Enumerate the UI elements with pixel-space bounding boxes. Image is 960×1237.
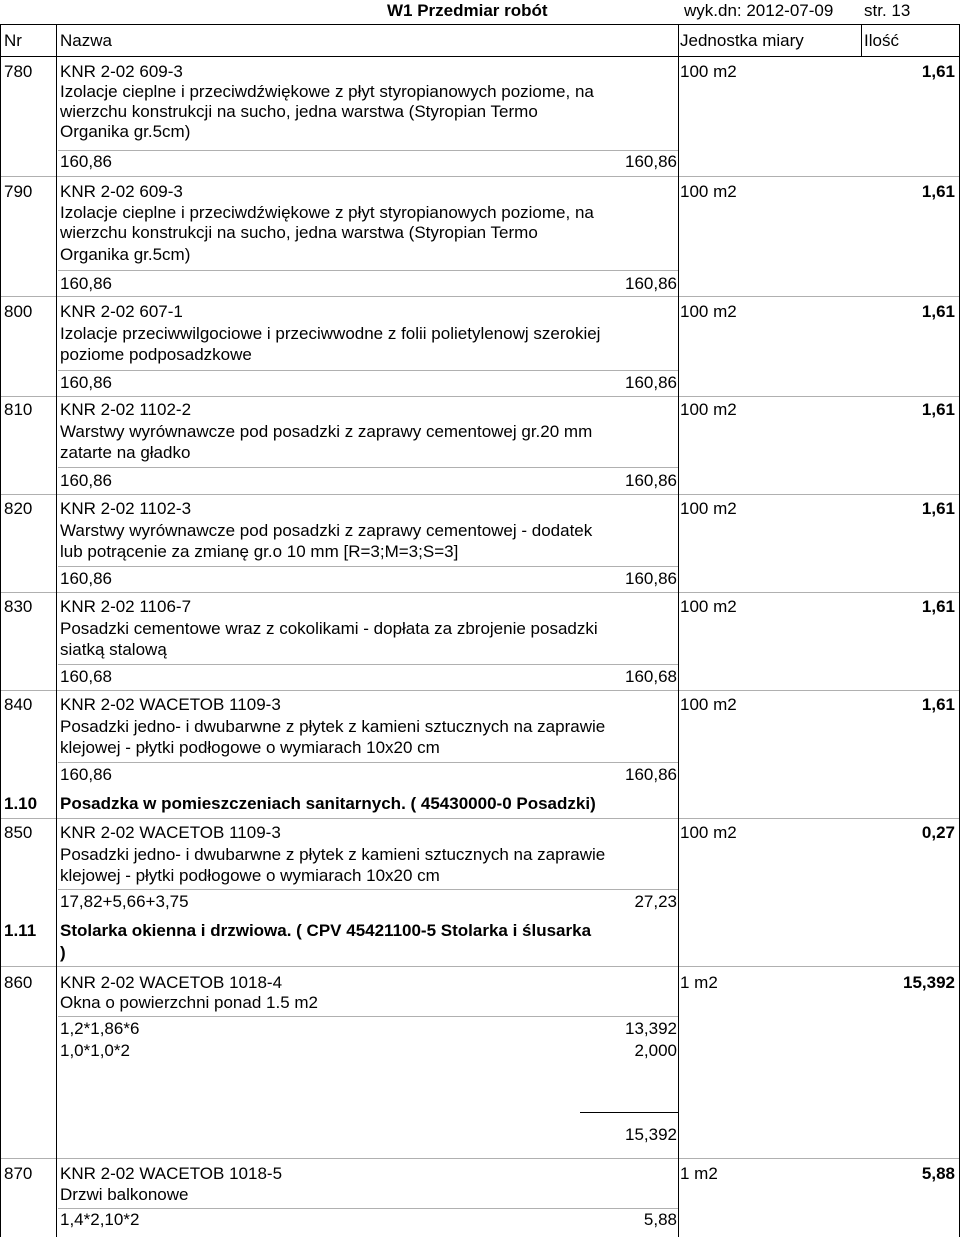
section-title: Stolarka okienna i drzwiowa. ( CPV 45421100-5 Stolarka i ślusarka bbox=[60, 921, 592, 940]
row-separator bbox=[0, 176, 960, 177]
row-unit: 100 m2 bbox=[680, 499, 737, 518]
row-unit: 100 m2 bbox=[680, 597, 737, 616]
row-unit: 100 m2 bbox=[680, 695, 737, 714]
row-desc-line: Warstwy wyrównawcze pod posadzki z zaprawy cementowej - dodatek bbox=[60, 521, 593, 540]
row-separator bbox=[0, 396, 960, 397]
calc-value: 160,86 bbox=[625, 569, 677, 588]
calc-value: 13,392 bbox=[625, 1019, 677, 1038]
row-separator bbox=[0, 1158, 960, 1159]
row-unit: 100 m2 bbox=[680, 302, 737, 321]
row-separator bbox=[0, 690, 960, 691]
row-qty: 1,61 bbox=[921, 182, 955, 201]
row-nr: 860 bbox=[4, 973, 33, 992]
row-unit: 100 m2 bbox=[680, 182, 737, 201]
column-rule-unit bbox=[678, 24, 679, 1237]
row-desc-line: Drzwi balkonowe bbox=[60, 1185, 189, 1204]
section-title-continuation: ) bbox=[60, 943, 66, 962]
column-rule-name bbox=[56, 24, 57, 1237]
header-rule-top bbox=[0, 24, 960, 25]
row-separator bbox=[0, 296, 960, 297]
calc-expression: 160,86 bbox=[60, 274, 112, 293]
row-desc-line: klejowej - płytki podłogowe o wymiarach 10x20 cm bbox=[60, 866, 440, 885]
row-nr: 840 bbox=[4, 695, 33, 714]
column-header-nr: Nr bbox=[4, 31, 22, 50]
calc-value: 27,23 bbox=[634, 892, 677, 911]
calc-rule bbox=[58, 566, 678, 567]
calc-expression: 160,86 bbox=[60, 569, 112, 588]
row-unit: 100 m2 bbox=[680, 400, 737, 419]
calc-sum: 15,392 bbox=[625, 1125, 677, 1144]
column-rule-left bbox=[0, 24, 1, 1237]
calc-value: 5,88 bbox=[643, 1210, 677, 1229]
sum-rule bbox=[580, 1112, 678, 1113]
row-desc-line: klejowej - płytki podłogowe o wymiarach 10x20 cm bbox=[60, 738, 440, 757]
row-code: KNR 2-02 1106-7 bbox=[60, 597, 192, 616]
calc-expression: 160,86 bbox=[60, 765, 112, 784]
calc-expression: 160,86 bbox=[60, 152, 112, 171]
column-header-name: Nazwa bbox=[60, 31, 112, 50]
row-desc-line: Warstwy wyrównawcze pod posadzki z zaprawy cementowej gr.20 mm bbox=[60, 422, 593, 441]
row-nr: 790 bbox=[4, 182, 33, 201]
calc-rule bbox=[58, 370, 678, 371]
row-desc-line: Posadzki jedno- i dwubarwne z płytek z kamieni sztucznych na zaprawie bbox=[60, 717, 606, 736]
row-unit: 1 m2 bbox=[680, 973, 718, 992]
row-code: KNR 2-02 609-3 bbox=[60, 182, 183, 201]
calc-expression: 160,86 bbox=[60, 373, 112, 392]
row-code: KNR 2-02 1102-2 bbox=[60, 400, 192, 419]
document-title: W1 Przedmiar robót bbox=[387, 1, 548, 20]
calc-expression: 1,2*1,86*6 bbox=[60, 1019, 140, 1038]
calc-value: 2,000 bbox=[634, 1041, 677, 1060]
row-qty: 1,61 bbox=[921, 400, 955, 419]
row-nr: 850 bbox=[4, 823, 33, 842]
row-desc-line: wierzchu konstrukcji na sucho, jedna warstwa (Styropian Termo bbox=[60, 102, 538, 121]
row-nr: 780 bbox=[4, 62, 33, 81]
row-separator bbox=[0, 966, 960, 967]
row-desc-line: Izolacje przeciwwilgociowe i przeciwwodne z folii polietylenowj szerokiej bbox=[60, 324, 601, 343]
calc-value: 160,86 bbox=[625, 152, 677, 171]
calc-value: 160,86 bbox=[625, 765, 677, 784]
row-code: KNR 2-02 WACETOB 1109-3 bbox=[60, 823, 281, 842]
row-code: KNR 2-02 1102-3 bbox=[60, 499, 192, 518]
calc-expression: 17,82+5,66+3,75 bbox=[60, 892, 189, 911]
row-unit: 100 m2 bbox=[680, 823, 737, 842]
calc-rule bbox=[58, 467, 678, 468]
section-number: 1.11 bbox=[4, 921, 37, 940]
row-qty: 0,27 bbox=[921, 823, 955, 842]
column-header-qty: Ilość bbox=[864, 31, 899, 50]
row-qty: 5,88 bbox=[921, 1164, 955, 1183]
page-number: str. 13 bbox=[864, 1, 911, 20]
row-nr: 810 bbox=[4, 400, 33, 419]
row-nr: 830 bbox=[4, 597, 33, 616]
row-desc-line: Organika gr.5cm) bbox=[60, 122, 191, 141]
row-desc-line: lub potrącenie za zmianę gr.o 10 mm [R=3;M=3;S=3] bbox=[60, 542, 459, 561]
calc-rule bbox=[58, 889, 678, 890]
row-desc-line: Posadzki jedno- i dwubarwne z płytek z kamieni sztucznych na zaprawie bbox=[60, 845, 606, 864]
header-rule-bottom bbox=[0, 56, 960, 57]
calc-rule bbox=[58, 150, 678, 151]
calc-rule bbox=[58, 1016, 678, 1017]
calc-expression: 160,86 bbox=[60, 471, 112, 490]
row-qty: 1,61 bbox=[921, 597, 955, 616]
row-desc-line: Organika gr.5cm) bbox=[60, 245, 191, 264]
row-desc-line: poziome podposadzkowe bbox=[60, 345, 252, 364]
row-desc-line: wierzchu konstrukcji na sucho, jedna warstwa (Styropian Termo bbox=[60, 223, 538, 242]
row-code: KNR 2-02 607-1 bbox=[60, 302, 183, 321]
row-separator bbox=[0, 494, 960, 495]
row-desc-line: Okna o powierzchni ponad 1.5 m2 bbox=[60, 993, 318, 1012]
row-desc-line: Izolacje cieplne i przeciwdźwiękowe z płyt styropianowych poziome, na bbox=[60, 82, 594, 101]
row-qty: 1,61 bbox=[921, 302, 955, 321]
calc-rule bbox=[58, 664, 678, 665]
calc-rule bbox=[58, 762, 678, 763]
row-unit: 100 m2 bbox=[680, 62, 737, 81]
row-qty: 1,61 bbox=[921, 499, 955, 518]
calc-rule bbox=[58, 270, 678, 271]
column-header-unit: Jednostka miary bbox=[680, 31, 804, 50]
row-qty: 1,61 bbox=[921, 695, 955, 714]
row-code: KNR 2-02 WACETOB 1109-3 bbox=[60, 695, 281, 714]
calc-expression: 1,4*2,10*2 bbox=[60, 1210, 140, 1229]
row-code: KNR 2-02 WACETOB 1018-4 bbox=[60, 973, 283, 992]
calc-expression: 160,68 bbox=[60, 667, 112, 686]
row-nr: 800 bbox=[4, 302, 33, 321]
row-unit: 1 m2 bbox=[680, 1164, 718, 1183]
row-desc-line: Izolacje cieplne i przeciwdźwiękowe z płyt styropianowych poziome, na bbox=[60, 203, 594, 222]
calc-value: 160,86 bbox=[625, 471, 677, 490]
row-qty: 15,392 bbox=[903, 973, 955, 992]
row-desc-line: zatarte na gładko bbox=[60, 443, 191, 462]
row-separator bbox=[0, 592, 960, 593]
row-nr: 820 bbox=[4, 499, 33, 518]
row-desc-line: siatką stalową bbox=[60, 640, 167, 659]
calc-value: 160,86 bbox=[625, 373, 677, 392]
document-date: wyk.dn: 2012-07-09 bbox=[684, 1, 834, 20]
row-code: KNR 2-02 WACETOB 1018-5 bbox=[60, 1164, 283, 1183]
section-title: Posadzka w pomieszczeniach sanitarnych. ( 45430000-0 Posadzki) bbox=[60, 794, 596, 813]
row-nr: 870 bbox=[4, 1164, 33, 1183]
row-qty: 1,61 bbox=[921, 62, 955, 81]
column-rule-qty bbox=[861, 24, 862, 57]
row-code: KNR 2-02 609-3 bbox=[60, 62, 183, 81]
row-desc-line: Posadzki cementowe wraz z cokolikami - dopłata za zbrojenie posadzki bbox=[60, 619, 598, 638]
row-separator bbox=[0, 818, 960, 819]
calc-value: 160,68 bbox=[625, 667, 677, 686]
calc-rule bbox=[58, 1208, 678, 1209]
calc-expression: 1,0*1,0*2 bbox=[60, 1041, 130, 1060]
section-number: 1.10 bbox=[4, 794, 38, 813]
calc-value: 160,86 bbox=[625, 274, 677, 293]
